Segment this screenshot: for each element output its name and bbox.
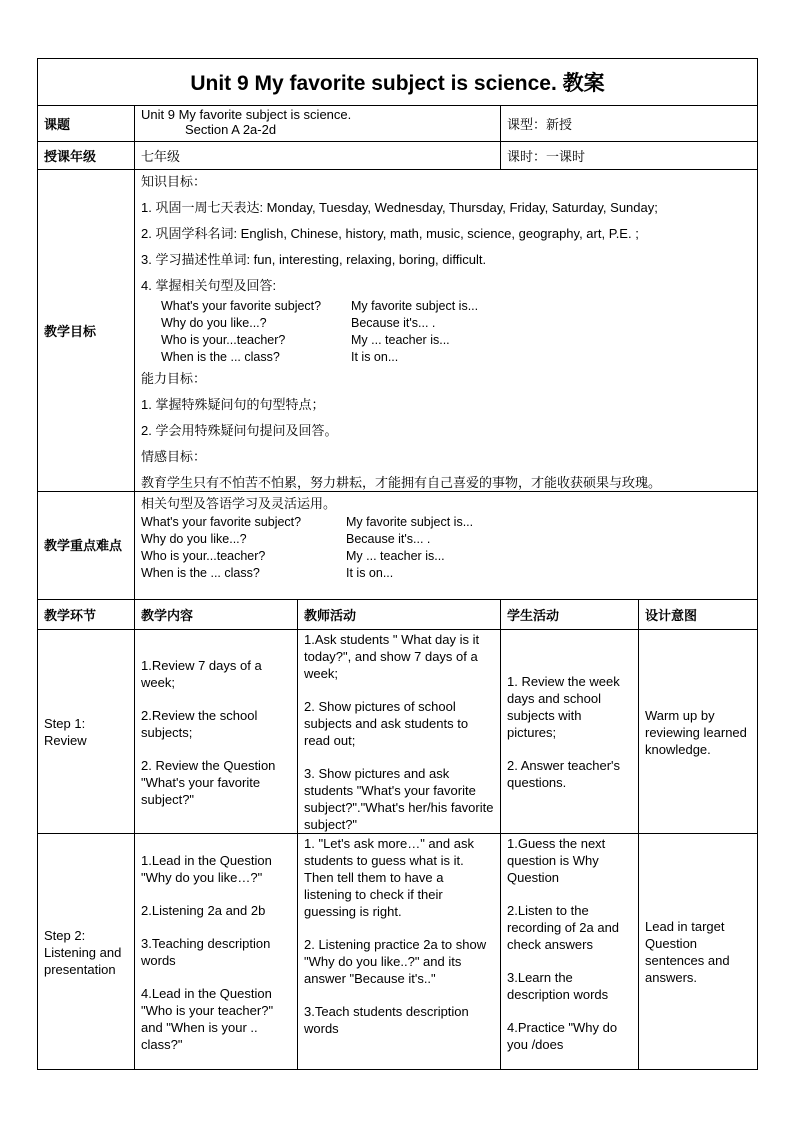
knowledge-title: 知识目标： <box>141 174 207 189</box>
pattern-answer: My ... teacher is... <box>351 333 450 347</box>
header-label: 教师活动 <box>304 607 357 623</box>
pattern-question: Why do you like...? <box>161 316 267 330</box>
list-item: 3. Show pictures and ask students "What's your favorite subject?"."What's her/his favorite subject?" <box>304 766 494 832</box>
pattern-answer: It is on... <box>351 350 399 364</box>
list-item: 1. Review the week days and school subjects with pictures; <box>507 674 620 740</box>
step-student <box>501 834 639 1070</box>
step-content <box>135 834 298 1070</box>
knowledge-item-4: 4. 掌握相关句型及回答: <box>141 278 277 293</box>
period-label: 课时：一课时 <box>501 142 758 170</box>
step-intent: Warm up by reviewing learned knowledge. <box>639 630 758 834</box>
topic-line-2: Section A 2a-2d <box>185 122 277 137</box>
pattern-answer: Because it's... . <box>351 316 436 330</box>
list-item: 1.Guess the next question is Why Question <box>507 836 606 885</box>
list-item: 3.Teaching description words <box>141 935 271 968</box>
table-row <box>38 834 758 1070</box>
topic-value <box>135 106 501 142</box>
pattern-answer: It is on... <box>346 566 394 580</box>
pattern-row <box>141 315 751 332</box>
list-item: 2.Review the school subjects; <box>141 707 258 740</box>
list-item: 2. Listening practice 2a to show "Why do you like..?" and its answer "Because it's.." <box>304 937 487 986</box>
pattern-answer: Because it's... . <box>346 532 431 546</box>
list-item: 2. Show pictures of school subjects and ask students to read out; <box>304 699 469 748</box>
list-item: 4.Practice "Why do you /does <box>507 1020 618 1052</box>
steps-header-row <box>38 600 758 630</box>
pattern-question: What's your favorite subject? <box>141 515 302 529</box>
emotion-item-1: 教育学生只有不怕苦不怕累，努力耕耘，才能拥有自己喜爱的事物，才能收获硕果与玫瑰。 <box>141 475 662 490</box>
grade-label: 授课年级 <box>38 142 135 170</box>
header-label: 教学内容 <box>141 607 194 623</box>
pattern-question: Why do you like...? <box>141 532 247 546</box>
lesson-type: 课型：新授 <box>501 106 758 142</box>
header-label: 设计意图 <box>645 607 698 623</box>
knowledge-item-3: 3. 学习描述性单词: fun, interesting, relaxing, boring, difficult. <box>141 252 487 267</box>
list-item: 2. Answer teacher's questions. <box>507 758 621 790</box>
pattern-question: When is the ... class? <box>141 566 260 580</box>
pattern-question: What's your favorite subject? <box>161 299 322 313</box>
header-label: 学生活动 <box>507 607 560 623</box>
list-item: 2.Listening 2a and 2b <box>141 902 266 918</box>
list-item: 3.Teach students description words <box>304 1004 469 1036</box>
key-pattern-row <box>141 548 751 565</box>
list-item: 1. "Let's ask more…" and ask students to guess what is it. Then tell them to have a listening to check if their guessing is right. <box>304 836 474 919</box>
header-teacher <box>298 600 501 630</box>
list-item: 1.Ask students " What day is it today?", and show 7 days of a week; <box>304 632 480 681</box>
list-item: 2. Review the Question "What's your favorite subject?" <box>141 757 276 807</box>
header-label: 教学环节 <box>44 607 97 623</box>
lesson-plan-table <box>37 58 758 1070</box>
key-points-intro: 相关句型及答语学习及灵活运用。 <box>141 496 337 511</box>
key-pattern-row <box>141 531 751 548</box>
list-item: 4.Lead in the Question "Who is your teacher?" and "When is your .. class?" <box>141 985 274 1052</box>
list-item: 1.Lead in the Question "Why do you like…?" <box>141 852 272 885</box>
pattern-answer: My favorite subject is... <box>351 299 479 313</box>
step-teacher <box>298 630 501 834</box>
pattern-question: When is the ... class? <box>161 350 280 364</box>
grade-value: 七年级 <box>135 142 501 170</box>
ability-item-1: 1. 掌握特殊疑问句的句型特点； <box>141 397 325 412</box>
header-content <box>135 600 298 630</box>
topic-label: 课题 <box>38 106 135 142</box>
list-item: 2.Listen to the recording of 2a and check answers <box>507 903 620 952</box>
key-pattern-row <box>141 565 751 582</box>
ability-item-2: 2. 学会用特殊疑问句提问及回答。 <box>141 423 338 438</box>
step-teacher <box>298 834 501 1070</box>
emotion-title: 情感目标： <box>141 449 207 464</box>
step-content <box>135 630 298 834</box>
step-name: Step 2: Listening and presentation <box>38 834 135 1070</box>
key-points-label: 教学重点难点 <box>38 492 135 600</box>
topic-line-1: Unit 9 My favorite subject is science. <box>141 107 352 122</box>
pattern-answer: My favorite subject is... <box>346 515 474 529</box>
pattern-list <box>141 298 751 366</box>
table-row <box>38 630 758 834</box>
list-item: 1.Review 7 days of a week; <box>141 657 262 690</box>
objectives-content <box>135 170 758 492</box>
key-pattern-row <box>141 514 751 531</box>
pattern-question: Who is your...teacher? <box>161 333 286 347</box>
pattern-row <box>141 349 751 366</box>
knowledge-item-2: 2. 巩固学科名词: English, Chinese, history, math, music, science, geography, art, P.E. ; <box>141 226 639 241</box>
pattern-row <box>141 332 751 349</box>
step-name: Step 1: Review <box>38 630 135 834</box>
ability-title: 能力目标： <box>141 371 207 386</box>
pattern-answer: My ... teacher is... <box>346 549 445 563</box>
key-points-content <box>135 492 758 600</box>
document-title: Unit 9 My favorite subject is science. 教案 <box>38 59 758 106</box>
header-step <box>38 600 135 630</box>
step-student <box>501 630 639 834</box>
list-item: 3.Learn the description words <box>507 970 609 1002</box>
header-student <box>501 600 639 630</box>
step-intent: Lead in target Question sentences and answers. <box>639 834 758 1070</box>
pattern-question: Who is your...teacher? <box>141 549 266 563</box>
pattern-row <box>141 298 751 315</box>
header-intent <box>639 600 758 630</box>
objectives-label: 教学目标 <box>38 170 135 492</box>
knowledge-item-1: 1. 巩固一周七天表达: Monday, Tuesday, Wednesday, Thursday, Friday, Saturday, Sunday; <box>141 200 658 215</box>
